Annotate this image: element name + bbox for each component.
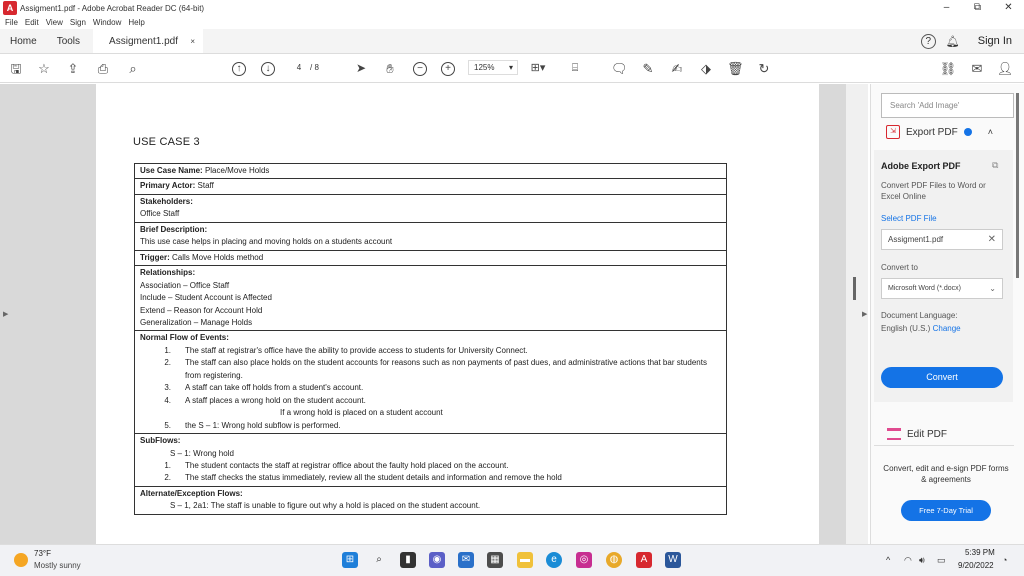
mail-icon[interactable]: ✉ <box>458 552 474 568</box>
table-row <box>135 486 727 514</box>
document-language <box>881 309 961 335</box>
wifi-icon[interactable]: ◠ <box>904 555 912 565</box>
subflows-label: SubFlows: <box>140 436 181 446</box>
edit-pdf-label: Edit PDF <box>907 428 948 440</box>
maximize-button[interactable]: ⧉ <box>973 2 982 13</box>
rotate-icon[interactable]: ↻ <box>758 61 770 76</box>
highlight-pen-icon[interactable]: ✎ <box>642 61 654 76</box>
edge-icon[interactable]: e <box>546 552 562 568</box>
chevron-down-icon: ⌄ <box>989 284 996 293</box>
zoom-select[interactable]: 125% ▾ <box>468 60 518 75</box>
sign-icon[interactable]: ✍︎ <box>671 61 683 76</box>
print-icon[interactable]: ⎙ <box>97 61 109 76</box>
menu-window[interactable]: Window <box>92 18 122 27</box>
trigger: Calls Move Holds method <box>172 252 264 262</box>
header-right <box>921 29 1024 53</box>
window-controls <box>931 0 1024 16</box>
brief-description: This use case helps in placing and moving holds on a students account <box>140 237 393 247</box>
email-icon[interactable]: ✉ <box>971 61 983 76</box>
chat-icon[interactable]: ◉ <box>429 552 445 568</box>
list-item: 1. The student contacts the staff at registrar office about the faulty hold placed on the account. <box>164 460 509 470</box>
format-select[interactable] <box>881 278 1003 299</box>
menu-edit[interactable]: Edit <box>24 18 39 27</box>
table-row <box>135 266 727 331</box>
menu-file[interactable]: File <box>5 18 18 27</box>
store-icon[interactable]: ▦ <box>487 552 503 568</box>
save-icon[interactable]: 🖫 <box>10 61 22 76</box>
alt-flows-label: Alternate/Exception Flows: <box>140 488 243 498</box>
list-item: 3. A staff can take off holds from a student's account. <box>164 383 364 393</box>
delete-icon[interactable]: 🗑︎ <box>727 61 744 76</box>
export-options-icon[interactable]: ⧉ <box>992 160 999 170</box>
zoom-in-icon[interactable]: + <box>441 62 455 76</box>
use-case-name-label: Use Case Name: <box>140 166 203 175</box>
page-total: / 8 <box>310 63 319 72</box>
document-scrollbar-thumb[interactable] <box>853 277 856 300</box>
page-number-input[interactable]: 4 <box>296 63 302 72</box>
task-view-icon[interactable]: ▮ <box>400 552 416 568</box>
battery-icon[interactable]: ▭ <box>937 555 946 565</box>
sign-in-button[interactable]: Sign In <box>977 35 1012 47</box>
hand-tool-icon[interactable]: ✋︎ <box>386 61 394 76</box>
bookmark-star-icon[interactable]: ☆ <box>38 61 50 76</box>
add-user-icon[interactable]: 👤︎ <box>996 61 1014 76</box>
use-case-title: USE CASE 3 <box>133 136 200 148</box>
convert-to-label: Convert to <box>881 263 918 272</box>
export-pdf-header[interactable] <box>886 125 993 139</box>
acrobat-logo-icon: A <box>3 1 17 15</box>
next-page-icon[interactable]: ↓ <box>261 62 275 76</box>
zoom-out-icon[interactable]: − <box>413 62 427 76</box>
promo-text: Convert, edit and e-sign PDF forms & agreements <box>883 464 1009 484</box>
title-bar <box>0 0 1024 16</box>
search-icon[interactable]: ⌕ <box>376 554 382 565</box>
table-row <box>135 250 727 265</box>
export-pdf-icon: ⇲ <box>886 125 900 139</box>
word-icon[interactable]: W <box>665 552 681 568</box>
panel-scrollbar[interactable] <box>1016 93 1019 278</box>
card-description: Convert PDF Files to Word or Excel Online <box>881 181 986 201</box>
relationships-label: Relationships: <box>140 268 196 278</box>
table-row <box>135 164 727 179</box>
sub-item: If a wrong hold is placed on a student account <box>280 408 443 418</box>
alt-flow-item: S – 1, 2a1: The staff is unable to figure out why a hold is placed on the student account. <box>170 501 481 511</box>
tools-search-input[interactable]: Search 'Add Image' <box>881 93 1014 118</box>
menu-bar <box>0 16 147 29</box>
card-title: Adobe Export PDF <box>881 161 961 171</box>
relationship-item: Extend – Reason for Account Hold <box>140 305 263 315</box>
normal-flow-label: Normal Flow of Events: <box>140 333 229 343</box>
panel-divider <box>874 445 1014 446</box>
remove-file-icon[interactable]: ✕ <box>987 234 996 245</box>
help-icon[interactable]: ? <box>921 34 936 49</box>
list-item: 4. A staff places a wrong hold on the student account. <box>164 395 366 405</box>
weather-temperature[interactable]: 73°F <box>34 549 51 558</box>
tray-chevron-up-icon[interactable]: ^ <box>886 555 891 565</box>
tab-document-label: Assigment1.pdf <box>109 35 178 47</box>
menu-help[interactable]: Help <box>128 18 145 27</box>
select-pdf-link[interactable]: Select PDF File <box>881 214 937 223</box>
relationship-item: Association – Office Staff <box>140 280 230 290</box>
menu-sign[interactable]: Sign <box>69 18 86 27</box>
stakeholders: Office Staff <box>140 209 180 219</box>
windows-taskbar <box>0 544 1024 576</box>
chevron-up-icon[interactable]: ˄ <box>987 127 993 137</box>
selected-file-name: Assigment1.pdf <box>888 235 944 244</box>
relationship-item: Generalization – Manage Holds <box>140 317 253 327</box>
primary-actor-label: Primary Actor: <box>140 181 196 191</box>
tab-home[interactable]: Home <box>10 35 37 47</box>
search-zoom-icon[interactable]: ⌕ <box>129 61 137 76</box>
start-icon[interactable]: ⊞ <box>342 552 358 568</box>
info-dot-icon <box>964 128 972 136</box>
tab-bar <box>0 29 1024 54</box>
file-explorer-icon[interactable]: ▬ <box>517 552 533 568</box>
list-item: 2. The staff can also place holds on the student accounts for reasons such as non payments of past dues, and administrative actions that bar students from registering. <box>164 358 707 380</box>
notification-icon[interactable]: ◔ <box>1002 555 1008 565</box>
page-fit-icon[interactable]: ⊞▾ <box>530 62 546 74</box>
list-item: 5. the S – 1: Wrong hold subflow is performed. <box>164 420 341 430</box>
menu-view[interactable]: View <box>45 18 63 27</box>
brief-description-label: Brief Description: <box>140 224 208 234</box>
weather-description[interactable]: Mostly sunny <box>34 561 81 570</box>
weather-icon[interactable] <box>14 553 28 567</box>
tab-document[interactable] <box>93 29 203 53</box>
upload-cloud-icon[interactable]: ⇪ <box>67 61 79 76</box>
comment-icon[interactable]: 🗨︎ <box>611 61 628 76</box>
clock-time[interactable]: 5:39 PM <box>965 548 995 557</box>
list-item: 1. The staff at registrar's office have the ability to provide access to students for University Connect. <box>164 345 528 355</box>
use-case-table <box>134 163 727 515</box>
table-row <box>135 434 727 487</box>
left-panel-toggle-icon[interactable]: ▶ <box>3 311 9 318</box>
change-language-link[interactable]: Change <box>932 324 961 333</box>
table-row <box>135 179 727 194</box>
edit-pdf-tool[interactable] <box>887 428 947 440</box>
doc-language-value: English (U.S.) <box>881 324 931 333</box>
export-pdf-title: Export PDF <box>906 126 958 138</box>
previous-page-icon[interactable]: ↑ <box>232 62 246 76</box>
share-link-icon[interactable]: ⛓ <box>939 61 957 76</box>
primary-actor: Staff <box>197 181 214 191</box>
use-case-name: Place/Move Holds <box>204 166 270 175</box>
volume-icon[interactable]: 🔊︎ <box>919 555 925 565</box>
fill-sign-icon[interactable]: ⬗ <box>701 61 711 76</box>
table-row <box>135 194 727 222</box>
convert-button[interactable]: Convert <box>881 367 1003 388</box>
right-panel-toggle-icon[interactable]: ▶ <box>862 311 868 318</box>
window-title: Assigment1.pdf - Adobe Acrobat Reader DC (64-bit) <box>20 3 205 13</box>
selected-file-field[interactable] <box>881 229 1003 250</box>
relationship-item: Include – Student Account is Affected <box>140 293 272 303</box>
select-cursor-icon[interactable]: ➤ <box>355 61 367 75</box>
tab-close-icon[interactable]: × <box>190 36 196 46</box>
free-trial-button[interactable]: Free 7-Day Trial <box>901 500 991 521</box>
tab-tools[interactable]: Tools <box>56 35 81 47</box>
clock-date[interactable]: 9/20/2022 <box>958 561 994 570</box>
scroll-mode-icon[interactable]: ⌸ <box>571 62 579 74</box>
instagram-icon[interactable]: ◎ <box>576 552 592 568</box>
format-value: Microsoft Word (*.docx) <box>888 285 961 292</box>
doc-language-label: Document Language: <box>881 311 958 320</box>
close-window-button[interactable]: ✕ <box>1004 2 1013 13</box>
table-row <box>135 331 727 434</box>
stakeholders-label: Stakeholders: <box>140 196 193 206</box>
subflow-heading: S – 1: Wrong hold <box>170 448 234 458</box>
trigger-label: Trigger: <box>140 252 170 262</box>
edit-pdf-icon <box>887 428 901 440</box>
list-item: 2. The staff checks the status immediately, review all the student details and information and remove the hold <box>164 473 562 483</box>
bell-icon[interactable]: 🔔︎ <box>945 35 960 48</box>
chrome-icon[interactable]: ◍ <box>606 552 622 568</box>
table-row <box>135 222 727 250</box>
acrobat-taskbar-icon[interactable]: A <box>636 552 652 568</box>
minimize-button[interactable]: – <box>943 2 950 13</box>
